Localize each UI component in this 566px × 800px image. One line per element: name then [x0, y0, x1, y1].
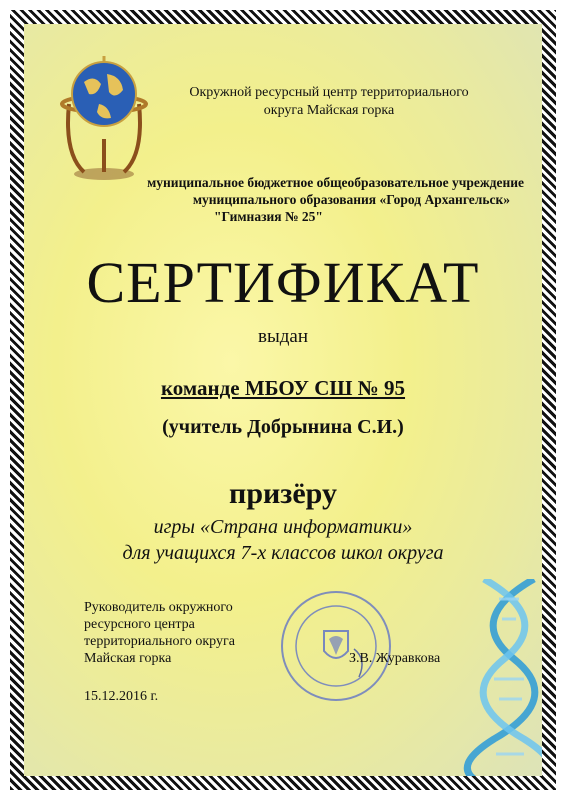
- recipient-team: команде МБОУ СШ № 95: [160, 376, 406, 400]
- resource-center-line2: округа Майская горка: [263, 103, 395, 118]
- signatory-name: З.В. Журавкова: [349, 651, 441, 666]
- event-description: [24, 514, 542, 566]
- dna-icon: [454, 579, 542, 776]
- award-title: призёру: [229, 477, 337, 510]
- issue-date: 15.12.2016 г.: [84, 689, 159, 704]
- role-line3: территориального округа: [84, 634, 235, 649]
- role-line4: Майская горка: [84, 651, 172, 666]
- event-line1: игры «Страна информатики»: [153, 516, 413, 538]
- teacher-name: (учитель Добрынина С.И.): [162, 416, 404, 438]
- school-line3: "Гимназия № 25": [214, 209, 323, 224]
- event-line2: для учащихся 7-х классов школ округа: [122, 542, 444, 564]
- school-line2: муниципального образования «Город Архангельск»: [192, 192, 510, 207]
- issued-label: выдан: [257, 326, 308, 347]
- school-name: [64, 174, 524, 225]
- certificate-title: СЕРТИФИКАТ: [86, 250, 480, 315]
- stamp-icon: [279, 589, 394, 704]
- role-line1: Руководитель окружного: [84, 600, 233, 615]
- certificate-paper: [24, 24, 542, 776]
- school-line1: муниципальное бюджетное общеобразовательное учреждение: [147, 175, 524, 190]
- resource-center-name: [159, 84, 499, 120]
- globe-icon: [49, 44, 159, 184]
- signatory-role: [84, 599, 284, 667]
- resource-center-line1: Окружной ресурсный центр территориального: [189, 85, 469, 100]
- role-line2: ресурсного центра: [84, 617, 195, 632]
